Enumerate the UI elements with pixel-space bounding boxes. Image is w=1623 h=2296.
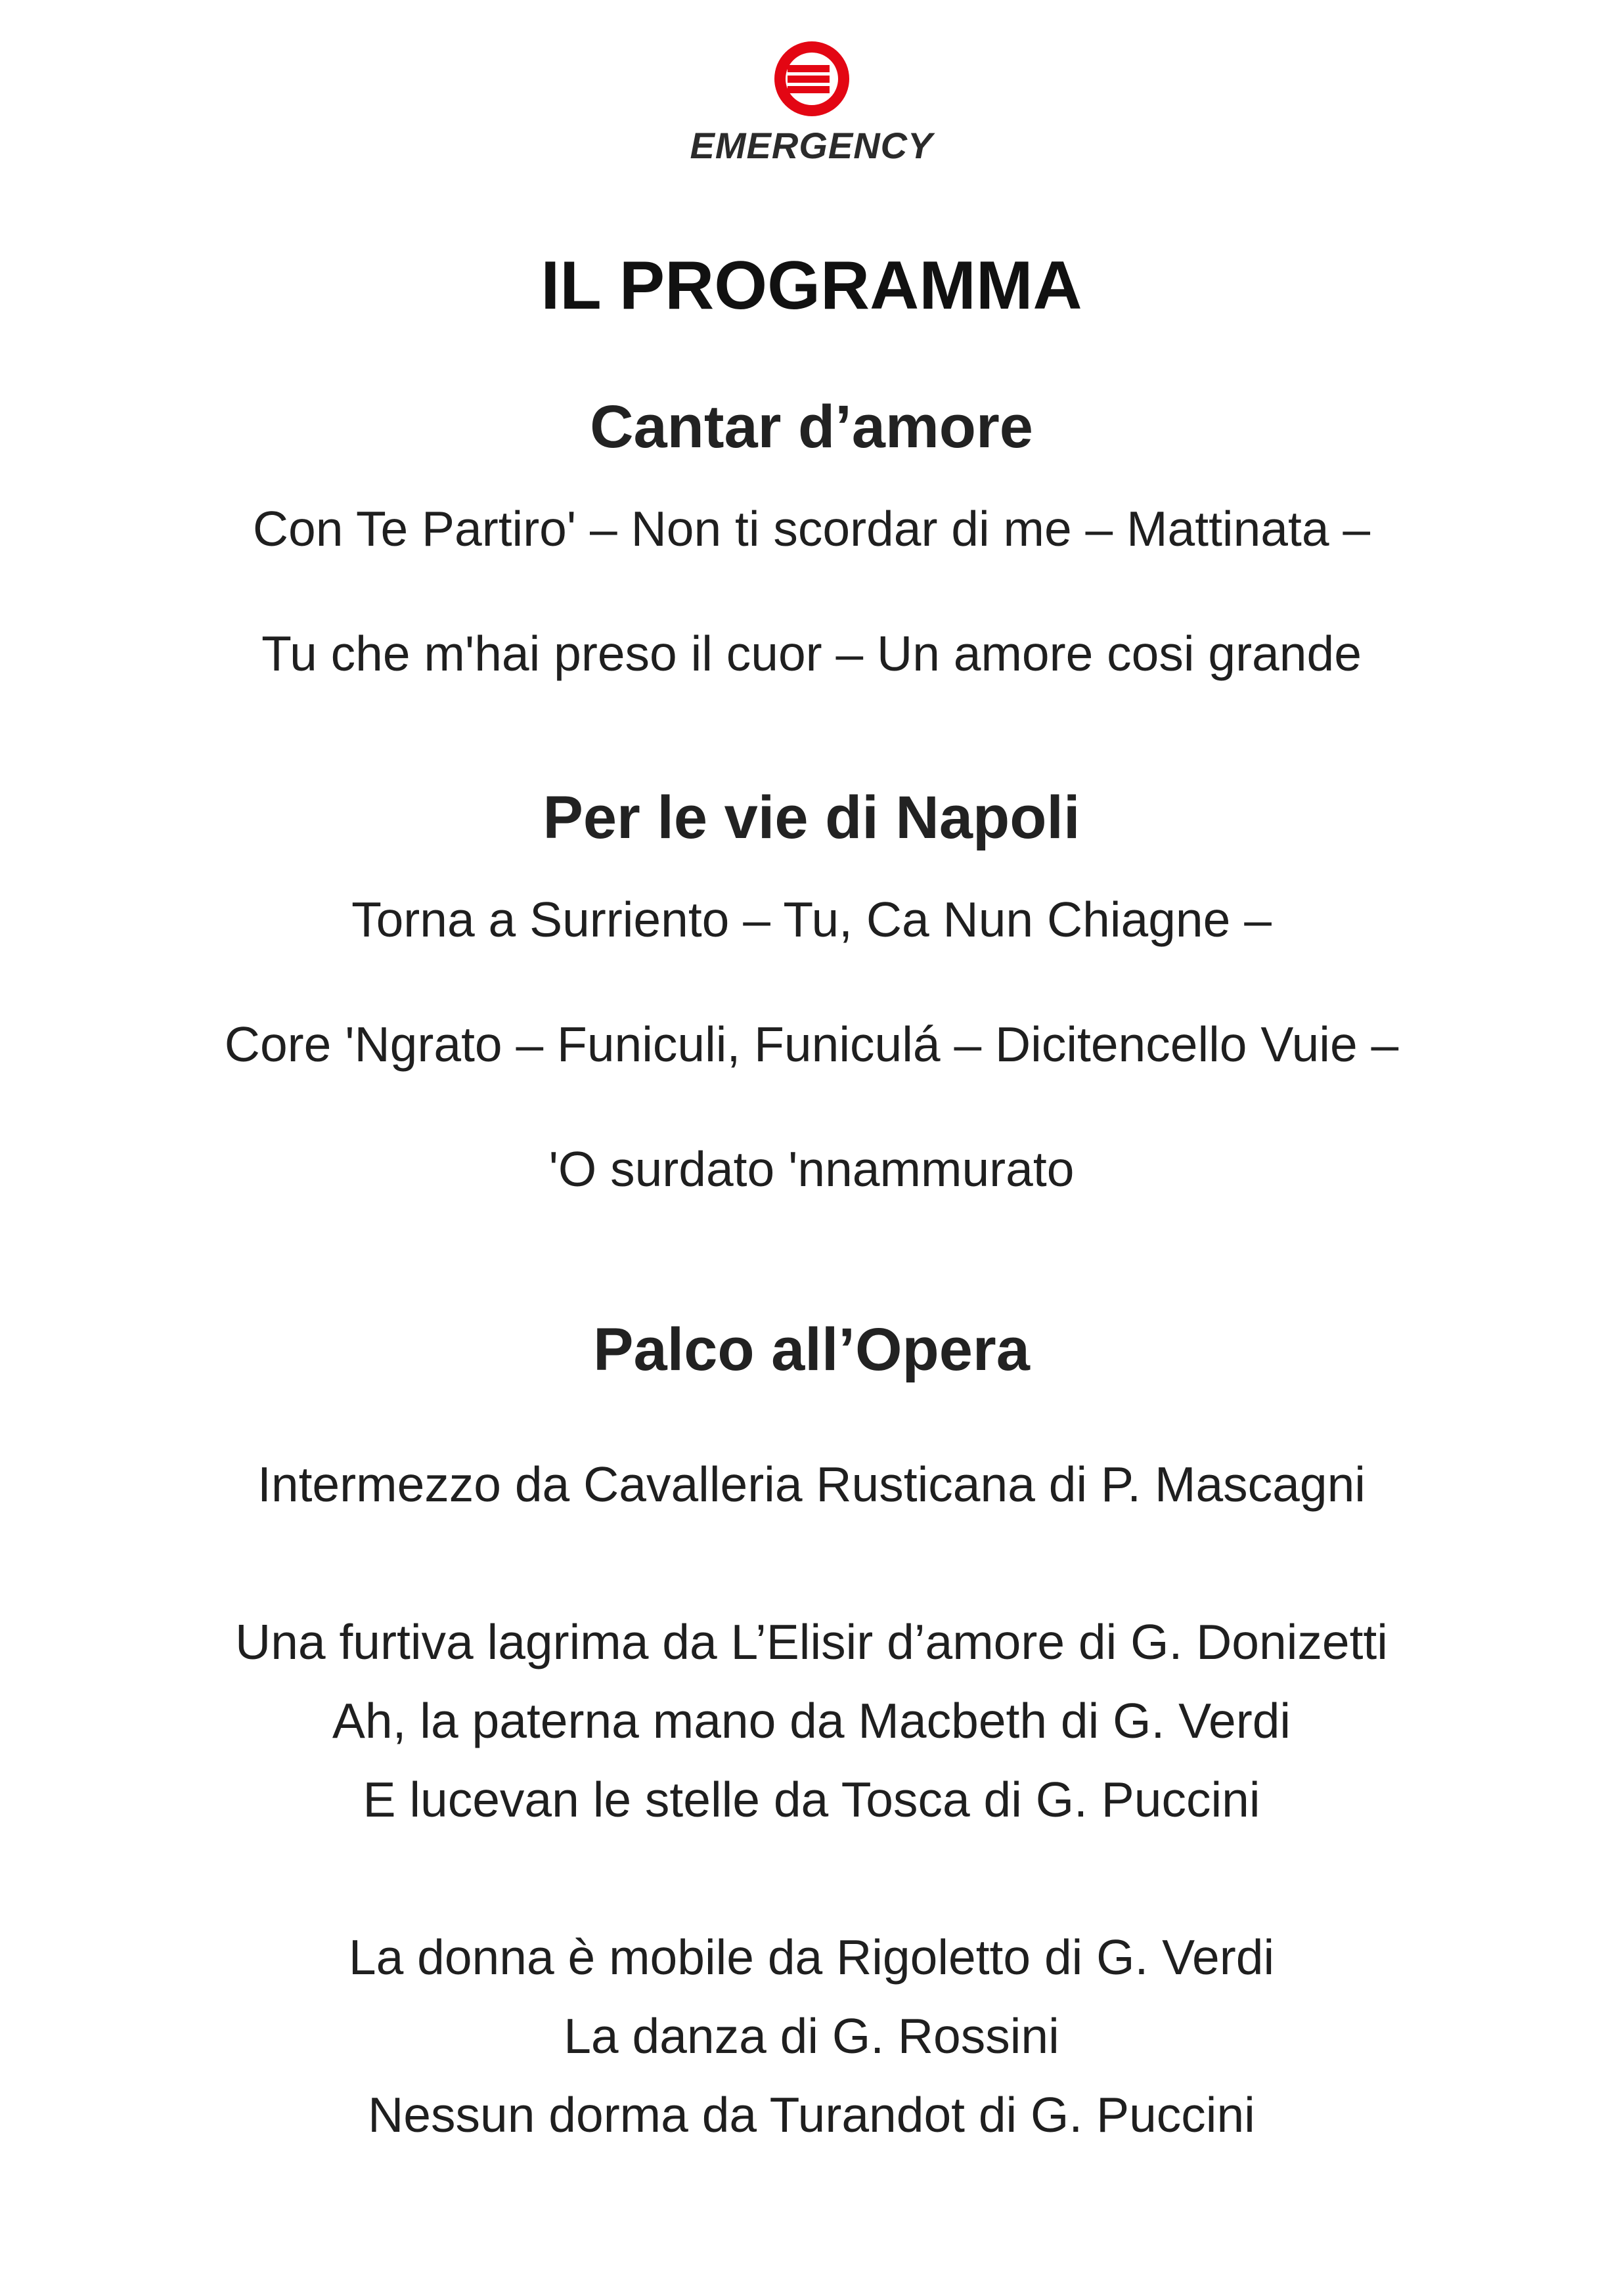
page-title: IL PROGRAMMA bbox=[541, 248, 1082, 324]
program-line: Una furtiva lagrima da L’Elisir d’amore di G. Donizetti bbox=[235, 1614, 1388, 1669]
program-line: Torna a Surriento – Tu, Ca Nun Chiagne – bbox=[351, 892, 1272, 947]
emergency-logo-icon bbox=[769, 36, 855, 121]
program-line: Intermezzo da Cavalleria Rusticana di P. Mascagni bbox=[257, 1457, 1366, 1512]
program-line: E lucevan le stelle da Tosca di G. Puccini bbox=[363, 1772, 1260, 1827]
emergency-wordmark: EMERGENCY bbox=[690, 125, 933, 166]
program-line: Core 'Ngrato – Funiculi, Funiculá – Dicitencello Vuie – bbox=[224, 1017, 1399, 1072]
section-heading-palco-allopera: Palco all’Opera bbox=[593, 1316, 1030, 1383]
program-line: Con Te Partiro' – Non ti scordar di me – Mattinata – bbox=[252, 501, 1371, 556]
section-heading-cantar-damore: Cantar d’amore bbox=[590, 393, 1033, 460]
section-heading-per-le-vie-di-napoli: Per le vie di Napoli bbox=[543, 784, 1080, 851]
program-line: La danza di G. Rossini bbox=[564, 2008, 1059, 2064]
program-line: La donna è mobile da Rigoletto di G. Verdi bbox=[348, 1930, 1275, 1985]
program-line: Tu che m'hai preso il cuor – Un amore cosi grande bbox=[261, 626, 1362, 681]
emergency-logo bbox=[0, 36, 1623, 167]
program-line: Ah, la paterna mano da Macbeth di G. Verdi bbox=[332, 1693, 1291, 1748]
program-line: Nessun dorma da Turandot di G. Puccini bbox=[368, 2087, 1255, 2142]
program-line: 'O surdato 'nnammurato bbox=[548, 1141, 1075, 1197]
